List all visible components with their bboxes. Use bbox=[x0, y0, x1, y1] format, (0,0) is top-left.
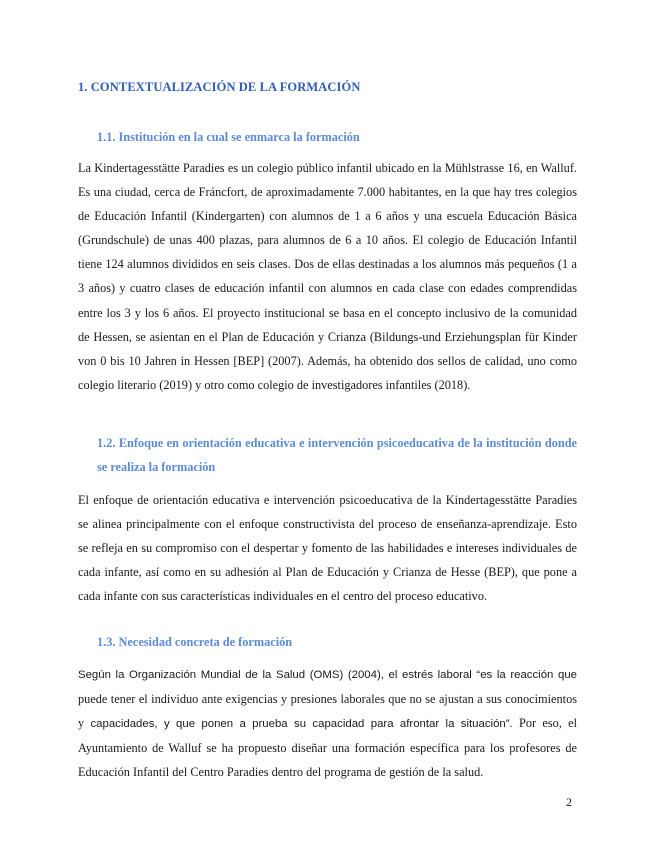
section-1-3-title: 1.3. Necesidad concreta de formación bbox=[97, 635, 293, 649]
quote-middle: puede tener el individuo ante exigencias y presiones laborales que no se ajustan a sus conocimientos y bbox=[78, 692, 577, 731]
main-heading: 1. CONTEXTUALIZACIÓN DE LA FORMACIÓN bbox=[78, 80, 361, 94]
section-1-3-text-rest: Por eso, el Ayuntamiento de Walluf se ha propuesto diseñar una formación específica para los profesores de Educación Infantil del Centro Paradies dentro del programa de gestión de la salud. bbox=[78, 716, 577, 780]
section-1-2-paragraph bbox=[78, 488, 577, 608]
section-1-1-text: La Kindertagesstätte Paradies es un colegio público infantil ubicado en la Mühlstrasse 16, en Walluf. Es una ciudad, cerca de Fráncfort, de aproximadamente 7.000 habitantes, en la que hay tres colegios de Educación Infantil (Kindergarten) con alumnos de 1 a 6 años y una escuela Educación Básica (Grundschule) de unas 400 plazas, para alumnos de 6 a 10 años. El colegio de Educación Infantil tiene 124 alumnos divididos en seis clases. Dos de ellas destinadas a los alumnos más pequeños (1 a 3 años) y cuatro clases de educación infantil con alumnos en cada clase con edades comprendidas entre los 3 y los 6 años. El proyecto institucional se basa en el concepto inclusivo de la comunidad de Hessen, se asientan en el Plan de Educación y Crianza (Bildungs-und Erziehungsplan für Kinder von 0 bis 10 Jahren in Hessen [BEP] (2007). Además, ha obtenido dos sellos de calidad, uno como colegio literario (2019) y otro como colegio de investigadores infantiles (2018). bbox=[78, 161, 577, 392]
quote-end: capacidades, y que ponen a prueba su capacidad para afrontar la situación”. bbox=[90, 718, 513, 731]
section-1-3-paragraph bbox=[78, 662, 577, 784]
quote-intro: Según la Organización Mundial de la Salud (OMS) (2004), el estrés laboral “es la reacción que bbox=[78, 669, 577, 681]
page-number: 2 bbox=[566, 795, 572, 809]
section-1-2-text: El enfoque de orientación educativa e intervención psicoeducativa de la Kindertagesstätte Paradies se alinea principalmente con el enfoque constructivista del proceso de enseñanza-aprendizaje. Esto se refleja en su compromiso con el despertar y fomento de las habilidades e intereses individuales de cada infante, así como en su adhesión al Plan de Educación y Crianza de Hesse (BEP), que pone a cada infante con sus características individuales en el centro del proceso educativo. bbox=[78, 493, 577, 604]
section-1-2-title: 1.2. Enfoque en orientación educativa e intervención psicoeducativa de la institución donde se realiza la formación bbox=[97, 436, 577, 474]
section-1-1-paragraph bbox=[78, 156, 577, 397]
section-1-1-title: 1.1. Institución en la cual se enmarca la formación bbox=[97, 130, 360, 144]
